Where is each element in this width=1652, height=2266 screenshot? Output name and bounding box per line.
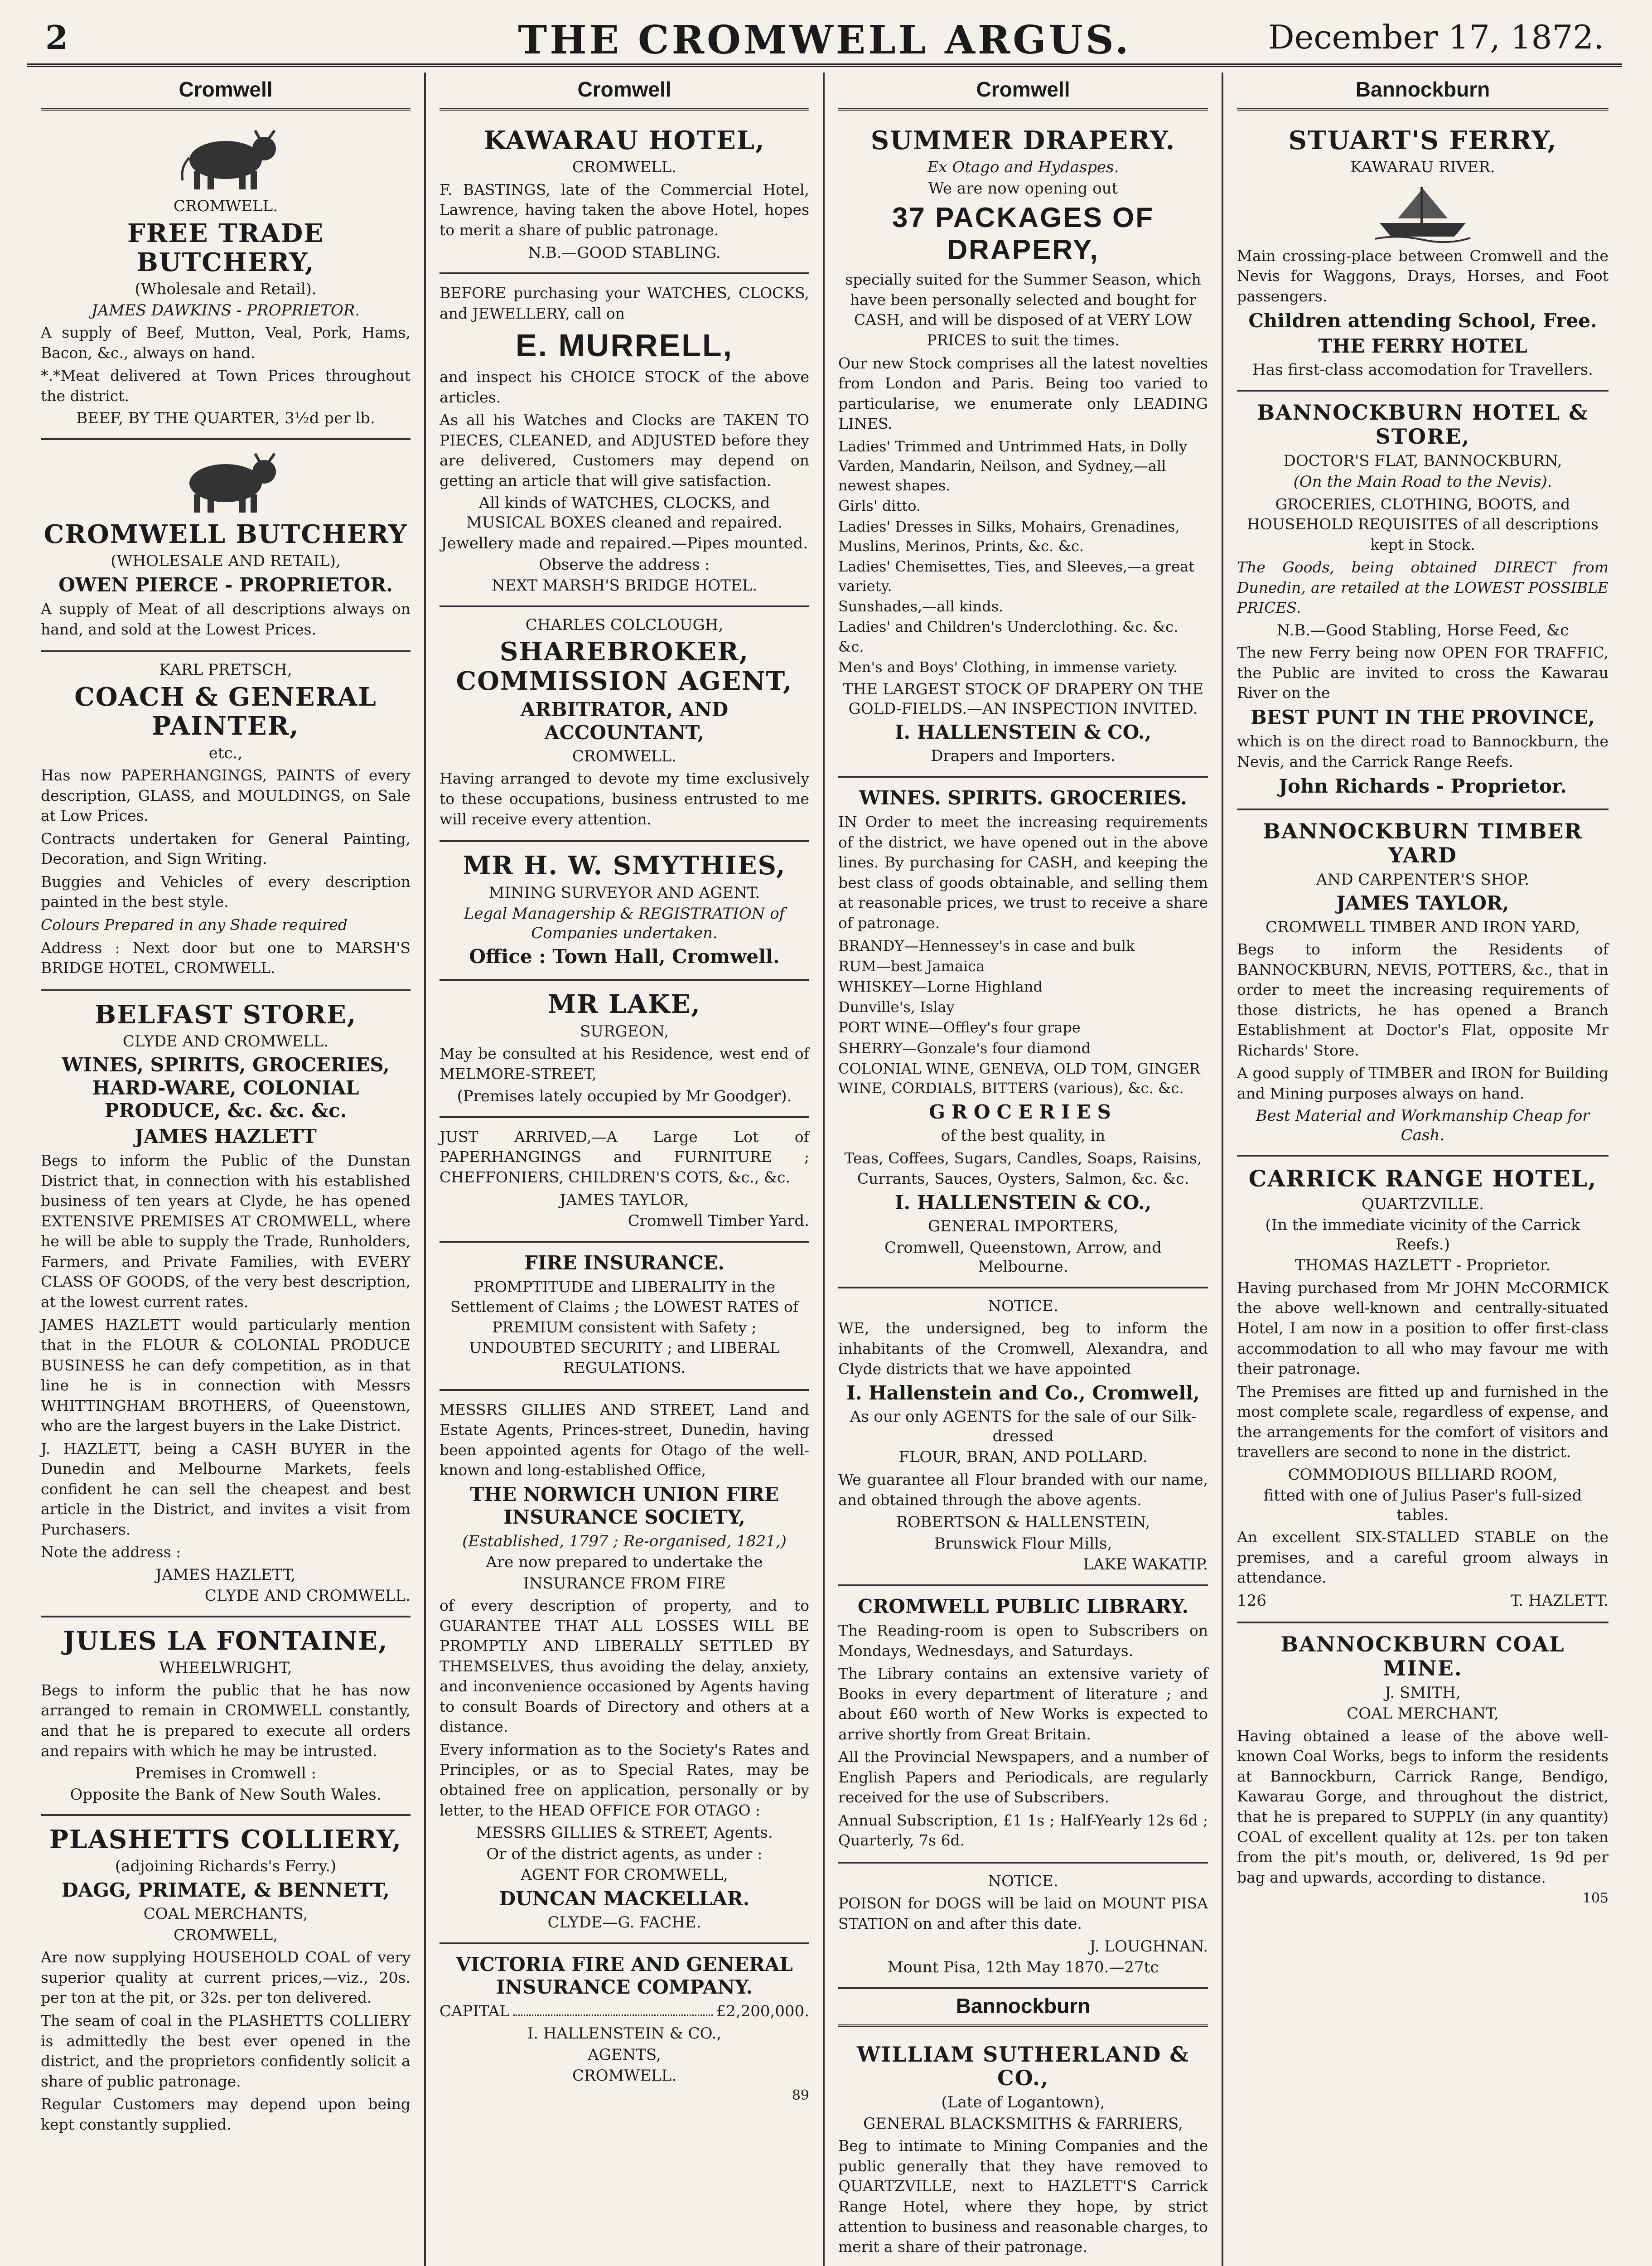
ad-text: Note the address :	[41, 1543, 181, 1561]
office-address: Office : Town Hall, Cromwell.	[469, 945, 780, 968]
ad-public-library	[838, 1586, 1208, 1864]
ad-text: WE, the undersigned, beg to inform the inhabitants of the Cromwell, Alexandra, and Clyde districts that we have appointed	[838, 1319, 1208, 1378]
signature: JAMES HAZLETT,	[155, 1565, 296, 1584]
section-title: GROCERIES	[929, 1101, 1117, 1123]
ad-subtitle: (On the Main Road to the Nevis).	[1293, 473, 1552, 491]
ad-cromwell-butchery	[41, 440, 411, 652]
ad-number: 105	[1582, 1890, 1609, 1907]
ad-subtitle: (Established, 1797 ; Re-organised, 1821,)	[462, 1532, 787, 1550]
list-item: Ladies' Chemisettes, Ties, and Sleeves,—a great variety.	[838, 557, 1194, 595]
ad-title: VICTORIA FIRE AND GENERAL INSURANCE COMPANY.	[456, 1953, 793, 1998]
ship-icon	[1237, 180, 1609, 243]
ox-icon	[41, 126, 411, 194]
ad-summer-drapery	[838, 117, 1208, 778]
firm-line: COAL MERCHANTS,	[143, 1905, 308, 1923]
list-item: Men's and Boys' Clothing, in immense variety.	[838, 658, 1178, 676]
ad-text: Begs to inform the Residents of BANNOCKBURN, NEVIS, POTTERS, &c., that in order to meet the increasing requirements of those districts, he has opened a Branch Establishment at Doctor's Flat, opposite Mr Richards' Store.	[1237, 940, 1609, 1059]
ad-text: JUST ARRIVED,—A Large Lot of PAPERHANGINGS and FURNITURE ; CHEFFONIERS, CHILDREN'S COTS, &c., &c.	[440, 1128, 809, 1186]
ad-subtitle: (adjoining Richards's Ferry.)	[115, 1857, 337, 1876]
ad-title: CARRICK RANGE HOTEL,	[1248, 1165, 1597, 1192]
signature: ROBERTSON & HALLENSTEIN,	[896, 1513, 1150, 1532]
ad-text: Observe the address :	[539, 555, 710, 574]
sign-line	[1237, 1592, 1609, 1610]
headline: 37 PACKAGES OF DRAPERY,	[892, 202, 1154, 266]
advertiser-name: J. SMITH,	[1385, 1683, 1461, 1702]
signature: J. LOUGHNAN.	[1089, 1937, 1208, 1956]
agent-line: AGENTS,	[588, 2045, 661, 2064]
ad-title: FIRE INSURANCE.	[524, 1251, 725, 1274]
ad-subtitle: DOCTOR'S FLAT, BANNOCKBURN,	[1283, 451, 1562, 470]
advertiser-name: JAMES TAYLOR,	[1336, 892, 1509, 915]
date-line: Mount Pisa, 12th May 1870.—27tc	[887, 1958, 1159, 1977]
ad-text: PROMPTITUDE and LIBERALITY in the Settlement of Claims ; the LOWEST RATES of PREMIUM consistent with Safety ; UNDOUBTED SECURITY ; and LIBERAL REGULATIONS.	[450, 1278, 799, 1377]
column-subheading: Bannockburn	[838, 1989, 1208, 2027]
issue-date: December 17, 1872.	[1268, 18, 1604, 56]
ad-title: JULES LA FONTAINE,	[63, 1626, 388, 1656]
ad-subtitle: WHEELWRIGHT,	[159, 1659, 292, 1677]
ad-subtitle: CLYDE AND CROMWELL.	[122, 1032, 329, 1051]
advertiser-name: JAMES HAZLETT	[135, 1125, 317, 1148]
ad-text: Or of the district agents, as under :	[486, 1845, 763, 1863]
place: CROMWELL.	[173, 197, 278, 215]
ad-smythies	[440, 842, 809, 981]
ad-title: COACH & GENERAL PAINTER,	[74, 682, 377, 741]
column-3	[825, 73, 1223, 2266]
ad-subtitle: SURGEON,	[580, 1022, 669, 1041]
ad-text: The new Ferry being now OPEN FOR TRAFFIC, the Public are invited to cross the Kawarau River on the	[1237, 644, 1609, 702]
signature: LAKE WAKATIP.	[1083, 1555, 1208, 1574]
ad-title: WINES. SPIRITS. GROCERIES.	[859, 786, 1187, 809]
ad-text: Has now PAPERHANGINGS, PAINTS of every description, GLASS, and MOULDINGS, on Sale at Low Prices.	[41, 766, 411, 825]
ad-subtitle: CROMWELL.	[572, 158, 677, 177]
ad-text: MESSRS GILLIES AND STREET, Land and Estate Agents, Princes-street, Dunedin, having been appointed agents for Otago of the well-known and long-established Office,	[440, 1400, 809, 1479]
ad-text: Buggies and Vehicles of every description painted in the best style.	[41, 872, 411, 911]
column-heading: Cromwell	[440, 73, 809, 111]
ad-text: Every information as to the Society's Rates and Principles, or as to Special Rates, may be obtained free on application, personally or by letter, to the HEAD OFFICE FOR OTAGO :	[440, 1740, 809, 1819]
signature: GENERAL IMPORTERS,	[927, 1217, 1119, 1236]
ad-subtitle: AND CARPENTER'S SHOP.	[1316, 870, 1530, 889]
ad-text: MESSRS GILLIES & STREET, Agents.	[476, 1824, 773, 1842]
headline: BEST PUNT IN THE PROVINCE,	[1251, 706, 1595, 729]
ox-icon	[41, 449, 411, 517]
ad-text: May be consulted at his Residence, west end of MELMORE-STREET,	[440, 1045, 809, 1083]
ad-text: COMMODIOUS BILLIARD ROOM,	[1288, 1465, 1558, 1484]
ad-carrick-range-hotel	[1237, 1157, 1609, 1623]
list-item: Ladies' Trimmed and Untrimmed Hats, in Dolly Varden, Mandarin, Neilson, and Sydney,—all newest shapes.	[838, 437, 1188, 494]
advertiser-name: CHARLES COLCLOUGH,	[525, 615, 724, 634]
ad-text: *.*Meat delivered at Town Prices throughout the district.	[41, 367, 411, 405]
ad-text: The Reading-room is open to Subscribers on Mondays, Wednesdays, and Saturdays.	[838, 1621, 1208, 1660]
ad-blacksmiths	[838, 2034, 1208, 2266]
list-item: Girls' ditto.	[838, 497, 921, 515]
ad-text: Opposite the Bank of New South Wales.	[70, 1785, 382, 1804]
ad-text: J. HAZLETT, being a CASH BUYER in the Dunedin and Melbourne Markets, feels confident he can sell the cheapest and best article in the District, and invites a visit from Purchasers.	[41, 1439, 411, 1538]
ad-coal-mine	[1237, 1623, 1609, 1914]
signature: T. HAZLETT.	[1510, 1592, 1609, 1610]
ad-title: PLASHETTS COLLIERY,	[49, 1825, 402, 1855]
ad-text: CLYDE—G. FACHE.	[547, 1913, 701, 1932]
ad-flour-notice	[838, 1288, 1208, 1586]
list-item: Ladies' and Children's Underclothing. &c. &c. &c.	[838, 618, 1179, 655]
list-item: RUM—best Jamaica	[838, 957, 985, 975]
signature: CLYDE AND CROMWELL.	[204, 1587, 411, 1605]
ad-text: Begs to inform the public that he has now arranged to remain in CROMWELL constantly, and that he is prepared to execute all orders and repairs with which he may be intrusted.	[41, 1681, 411, 1760]
column-2	[426, 73, 825, 2266]
ad-text: All the Provincial Newspapers, and a number of English Papers and Periodicals, are regularly received for the use of Subscribers.	[838, 1748, 1208, 1806]
ad-text: We are now opening out	[928, 179, 1118, 198]
ad-subtitle: etc.,	[208, 744, 243, 762]
ad-norwich-union	[440, 1391, 809, 1944]
advertiser-name: E. MURRELL,	[515, 328, 734, 363]
ad-text: Best Material and Workmanship Cheap for Cash.	[1256, 1107, 1590, 1144]
list-item: WHISKEY—Lorne Highland	[838, 978, 1043, 995]
ad-text: Premises in Cromwell :	[135, 1764, 316, 1783]
ad-subtitle: ARBITRATOR, AND ACCOUNTANT,	[520, 698, 729, 744]
ad-free-trade-butchery	[41, 117, 411, 440]
ad-text: GROCERIES, CLOTHING, BOOTS, and HOUSEHOLD REQUISITES of all descriptions kept in Stock.	[1247, 495, 1599, 553]
ad-colliery	[41, 1816, 411, 2145]
ad-text: INSURANCE FROM FIRE	[523, 1574, 726, 1593]
ad-subtitle: (WHOLESALE AND RETAIL),	[111, 552, 341, 571]
ad-belfast-store	[41, 991, 411, 1617]
ad-title: THE NORWICH UNION FIRE INSURANCE SOCIETY,	[470, 1483, 779, 1529]
item-list	[838, 437, 1208, 677]
ad-title: BANNOCKBURN TIMBER YARD	[1263, 818, 1583, 867]
ad-victoria-insurance	[440, 1944, 809, 2111]
signature: JAMES TAYLOR,	[560, 1191, 689, 1209]
ad-text: specially suited for the Summer Season, which have been personally selected and bought for CASH, and will be disposed of at VERY LOW PRICES to suit the times.	[845, 271, 1201, 349]
ad-text: Are now prepared to undertake the	[486, 1553, 763, 1572]
ad-text: Teas, Coffees, Sugars, Candles, Soaps, Raisins, Currants, Sauces, Oysters, Salmon, &c. &c.	[844, 1149, 1202, 1187]
ad-wines-spirits	[838, 778, 1208, 1288]
ad-title: WILLIAM SUTHERLAND & CO.,	[857, 2042, 1189, 2091]
ad-text: Having purchased from Mr JOHN McCORMICK the above well-known and centrally-situated Hotel, I am now in a position to offer first-class accommodation to all who may favour me with their patronage.	[1237, 1278, 1609, 1378]
proprietor: JAMES DAWKINS - PROPRIETOR.	[91, 301, 360, 320]
ad-fire-insurance	[440, 1243, 809, 1391]
ad-title: SHAREBROKER, COMMISSION AGENT,	[456, 637, 793, 696]
ad-title: BANNOCKBURN HOTEL & STORE,	[1257, 400, 1589, 449]
ad-title: MR LAKE,	[548, 989, 701, 1020]
agent-name: DUNCAN MACKELLAR.	[499, 1887, 750, 1910]
list-item: BRANDY—Hennessey's in case and bulk	[838, 937, 1135, 954]
ad-subtitle: KAWARAU RIVER.	[1350, 158, 1495, 177]
ad-text: THE LARGEST STOCK OF DRAPERY ON THE GOLD-FIELDS.—AN INSPECTION INVITED.	[842, 680, 1204, 718]
ad-text: Has first-class accomodation for Travellers.	[1252, 361, 1593, 379]
ad-colclough	[440, 607, 809, 842]
list-item: SHERRY—Gonzale's four diamond	[838, 1039, 1091, 1057]
list-item: Ladies' Dresses in Silks, Mohairs, Grenadines, Muslins, Merinos, Prints, &c. &c.	[838, 518, 1180, 555]
ad-text: (Premises lately occupied by Mr Goodger).	[457, 1087, 792, 1106]
proprietor: THOMAS HAZLETT - Proprietor.	[1295, 1256, 1551, 1275]
ad-timber-yard	[1237, 810, 1609, 1157]
ad-title: CROMWELL PUBLIC LIBRARY.	[857, 1595, 1189, 1617]
advertiser-name: KARL PRETSCH,	[159, 661, 292, 679]
hotel-name: THE FERRY HOTEL	[1318, 334, 1527, 357]
newspaper-title: THE CROMWELL ARGUS.	[518, 17, 1131, 63]
ad-title: BELFAST STORE,	[94, 999, 357, 1030]
ad-subtitle: (Wholesale and Retail).	[135, 280, 317, 299]
ad-stuarts-ferry	[1237, 117, 1609, 392]
place: CROMWELL.	[572, 747, 677, 765]
ad-text: N.B.—Good Stabling, Horse Feed, &c	[1276, 621, 1569, 639]
signature: Drapers and Importers.	[931, 747, 1116, 765]
column-1	[27, 73, 426, 2266]
ad-painter	[41, 652, 411, 991]
ad-title: STUART'S FERRY,	[1288, 126, 1557, 155]
ad-text: The Library contains an extensive variety of Books in every department of literature ; and about £60 worth of New Works is expected to arrive shortly from Great Britain.	[838, 1665, 1208, 1743]
proprietor: John Richards - Proprietor.	[1279, 775, 1567, 797]
ad-number: 89	[792, 2087, 809, 2103]
column-heading: Cromwell	[838, 73, 1208, 111]
list-item: COLONIAL WINE, GENEVA, OLD TOM, GINGER WINE, CORDIALS, BITTERS (various), &c. &c.	[838, 1060, 1200, 1097]
capital-line	[440, 2002, 809, 2020]
ad-text: As all his Watches and Clocks are TAKEN TO PIECES, CLEANED, and ADJUSTED before they are delivered, Customers may depend on getting an article that will give satisfaction.	[440, 411, 809, 489]
ad-text: POISON for DOGS will be laid on MOUNT PISA STATION on and after this date.	[838, 1894, 1208, 1933]
ad-subtitle: GENERAL BLACKSMITHS & FARRIERS,	[863, 2114, 1183, 2133]
column-4	[1223, 73, 1622, 2266]
ad-text: Main crossing-place between Cromwell and the Nevis for Waggons, Drays, Horses, and Foot passengers.	[1237, 247, 1609, 305]
ad-text: Annual Subscription, £1 1s ; Half-Yearly 12s 6d ; Quarterly, 7s 6d.	[838, 1811, 1208, 1850]
ad-subtitle: Ex Otago and Hydaspes.	[927, 158, 1119, 177]
ad-text: We guarantee all Flour branded with our name, and obtained through the above agents.	[838, 1470, 1208, 1509]
agent-line: I. HALLENSTEIN & CO.,	[527, 2024, 722, 2043]
ad-text: fitted with one of Julius Paser's full-sized tables.	[1263, 1486, 1582, 1524]
ad-subtitle: COAL MERCHANT,	[1347, 1704, 1499, 1723]
ad-text: Having obtained a lease of the above well-known Coal Works, begs to inform the residents at Bannockburn, Carrick Range, Bendigo, Kawarau Gorge, and throughout the district, that he is prepared to SUPPLY (in any quantity) COAL of excellent quality at 12s. per ton taken from the pit's mouth, or, delivered, 1s 9d per bag and upwards, according to distance.	[1237, 1727, 1609, 1886]
ad-title: SUMMER DRAPERY.	[870, 126, 1176, 155]
goods-list: WINES, SPIRITS, GROCERIES, HARD-WARE, COLONIAL PRODUCE, &c. &c. &c.	[62, 1054, 390, 1122]
column-heading: Bannockburn	[1237, 73, 1609, 111]
ad-text: of the best quality, in	[941, 1127, 1106, 1145]
ad-title: KAWARAU HOTEL,	[483, 126, 765, 155]
signature: I. HALLENSTEIN & CO.,	[894, 721, 1152, 744]
ad-text: BEFORE purchasing your WATCHES, CLOCKS, and JEWELLERY, call on	[440, 284, 809, 322]
signature: Cromwell Timber Yard.	[628, 1212, 809, 1230]
firm-name: DAGG, PRIMATE, & BENNETT,	[62, 1879, 390, 1901]
ad-title: MR H. W. SMYTHIES,	[463, 851, 786, 881]
ad-text: Are now supplying HOUSEHOLD COAL of very superior quality at current prices,—viz., 20s. per ton at the pit, or 32s. per ton delivered.	[41, 1948, 411, 2007]
ad-subtitle: (Late of Logantown),	[941, 2093, 1105, 2112]
ad-text: Having arranged to devote my time exclusively to these occupations, business entrusted to me will receive every attention.	[440, 770, 809, 828]
ad-murrell	[440, 274, 809, 607]
address: NEXT MARSH'S BRIDGE HOTEL.	[491, 576, 758, 595]
ad-taylor-furniture	[440, 1118, 809, 1243]
columns	[27, 73, 1622, 2266]
proprietor: OWEN PIERCE - PROPRIETOR.	[58, 573, 393, 596]
ad-title: NOTICE.	[988, 1872, 1058, 1890]
ad-wheelwright	[41, 1617, 411, 1816]
page-number: 2	[45, 18, 68, 57]
ad-text: A supply of Beef, Mutton, Veal, Pork, Hams, Bacon, &c., always on hand.	[41, 324, 411, 362]
ad-text: Begs to inform the Public of the Dunstan District that, in connection with his established business of ten years at Clyde, he has opened EXTENSIVE PREMISES AT CROMWELL, where he will be able to supply the Trade, Runholders, Farmers, and Private Families, with EVERY CLASS OF GOODS, of the very best description, at the lowest current rates.	[41, 1152, 411, 1311]
ad-text: IN Order to meet the increasing requirements of the district, we have opened out in the above lines. By purchasing for CASH, and keeping the best class of goods obtainable, and selling them at reasonable prices, we trust to receive a share of patronage.	[838, 813, 1208, 932]
ad-text: The Goods, being obtained DIRECT from Dunedin, are retailed at the LOWEST POSSIBLE PRICES.	[1237, 558, 1609, 617]
list-item: Dunville's, Islay	[838, 998, 955, 1016]
ad-text: Jewellery made and repaired.—Pipes mounted.	[440, 534, 808, 553]
ad-text: Beg to intimate to Mining Companies and the public generally that they have removed to QUARTZVILLE, next to HAZLETT'S Carrick Range Hotel, where they hope, by strict attention to business and reasonable charges, to merit a share of their patronage.	[838, 2137, 1208, 2256]
ad-text: The seam of coal in the PLASHETTS COLLIERY is admittedly the best ever opened in the district, and the proprietors confidently solicit a share of public patronage.	[41, 2011, 411, 2090]
ad-subtitle: QUARTZVILLE.	[1361, 1195, 1484, 1213]
ad-subtitle: MINING SURVEYOR AND AGENT.	[488, 883, 760, 902]
ad-text: A good supply of TIMBER and IRON for Building and Mining purposes always on hand.	[1237, 1064, 1609, 1102]
ad-text: The Premises are fitted up and furnished in the most complete scale, regardless of expense, and the arrangements for the comfort of visitors and travellers are second to none in the district.	[1237, 1382, 1609, 1461]
ad-title: FREE TRADE BUTCHERY,	[127, 218, 324, 277]
ad-title: CROMWELL BUTCHERY	[43, 519, 408, 549]
price-line: BEEF, BY THE QUARTER, 3½d per lb.	[76, 409, 375, 428]
ad-title: NOTICE.	[988, 1297, 1058, 1315]
column-heading: Cromwell	[41, 73, 411, 111]
ad-text: F. BASTINGS, late of the Commercial Hotel, Lawrence, having taken the above Hotel, hopes to merit a share of public patronage.	[440, 180, 809, 239]
ad-text: A supply of Meat of all descriptions always on hand, and sold at the Lowest Prices.	[41, 600, 411, 638]
ad-text: AGENT FOR CROMWELL,	[521, 1866, 728, 1884]
ad-kawarau-hotel	[440, 117, 809, 274]
ad-text: Regular Customers may depend upon being kept constantly supplied.	[41, 2095, 411, 2133]
ad-text: JAMES HAZLETT would particularly mention that in the FLOUR & COLONIAL PRODUCE BUSINESS he can defy competition, as in that line he is in connection with Messrs WHITTINGHAM BROTHERS, of Queenstown, who are the largest buyers in the Lake District.	[41, 1316, 411, 1435]
agent-line: CROMWELL.	[572, 2067, 677, 2085]
signature: Brunswick Flour Mills,	[934, 1534, 1112, 1553]
firm-line: CROMWELL,	[173, 1926, 278, 1944]
masthead	[27, 9, 1622, 67]
list-item: Sunshades,—all kinds.	[838, 598, 1004, 615]
signature: I. HALLENSTEIN & CO.,	[894, 1191, 1152, 1214]
ad-text: Children attending School, Free.	[1248, 309, 1597, 332]
ad-text: As our only AGENTS for the sale of our Silk-dressed	[850, 1408, 1197, 1445]
ad-text: of every description of property, and to GUARANTEE THAT ALL LOSSES WILL BE PROMPTLY AND LIBERALLY SETTLED BY THEMSELVES, thus avoiding the delay, anxiety, and inconvenience occasioned by Agents having to consult Boards of Directory and others at a distance.	[440, 1597, 809, 1736]
capital-value: £2,200,000.	[716, 2002, 809, 2021]
ad-text: and inspect his CHOICE STOCK of the above articles.	[440, 368, 809, 406]
ad-subtitle: (In the immediate vicinity of the Carrick Reefs.)	[1265, 1216, 1580, 1254]
signature: Cromwell, Queenstown, Arrow, and Melbourne.	[884, 1238, 1162, 1276]
ad-text: N.B.—GOOD STABLING.	[528, 243, 721, 262]
ad-number: 126	[1237, 1592, 1266, 1610]
ad-text: FLOUR, BRAN, AND POLLARD.	[898, 1448, 1148, 1467]
ad-title: BANNOCKBURN COAL MINE.	[1280, 1632, 1565, 1680]
list-item: PORT WINE—Offley's four grape	[838, 1019, 1081, 1036]
ad-text: Our new Stock comprises all the latest novelties from London and Paris. Being too varied to particularise, we enumerate only LEADING LINES.	[838, 354, 1208, 433]
item-list	[838, 936, 1208, 1099]
ad-bannockburn-hotel	[1237, 392, 1609, 810]
address: Address : Next door but one to MARSH'S BRIDGE HOTEL, CROMWELL.	[41, 939, 411, 977]
ad-text: Contracts undertaken for General Painting, Decoration, and Sign Writing.	[41, 829, 411, 868]
ad-text: An excellent SIX-STALLED STABLE on the premises, and a careful groom always in attendance.	[1237, 1528, 1609, 1587]
dot-leader	[513, 2002, 713, 2016]
ad-text: Legal Managership & REGISTRATION of Companies undertaken.	[464, 905, 785, 942]
ad-text: Colours Prepared in any Shade required	[41, 915, 348, 934]
capital-label: CAPITAL	[440, 2002, 510, 2021]
ad-surgeon	[440, 981, 809, 1118]
ad-text: All kinds of WATCHES, CLOCKS, and MUSICAL BOXES cleaned and repaired.	[466, 494, 783, 532]
ad-poison-notice	[838, 1864, 1208, 1989]
agent-name: I. Hallenstein and Co., Cromwell,	[846, 1382, 1200, 1404]
ad-text: which is on the direct road to Bannockburn, the Nevis, and the Carrick Range Reefs.	[1237, 732, 1609, 770]
ad-subtitle: CROMWELL TIMBER AND IRON YARD,	[1266, 918, 1580, 936]
